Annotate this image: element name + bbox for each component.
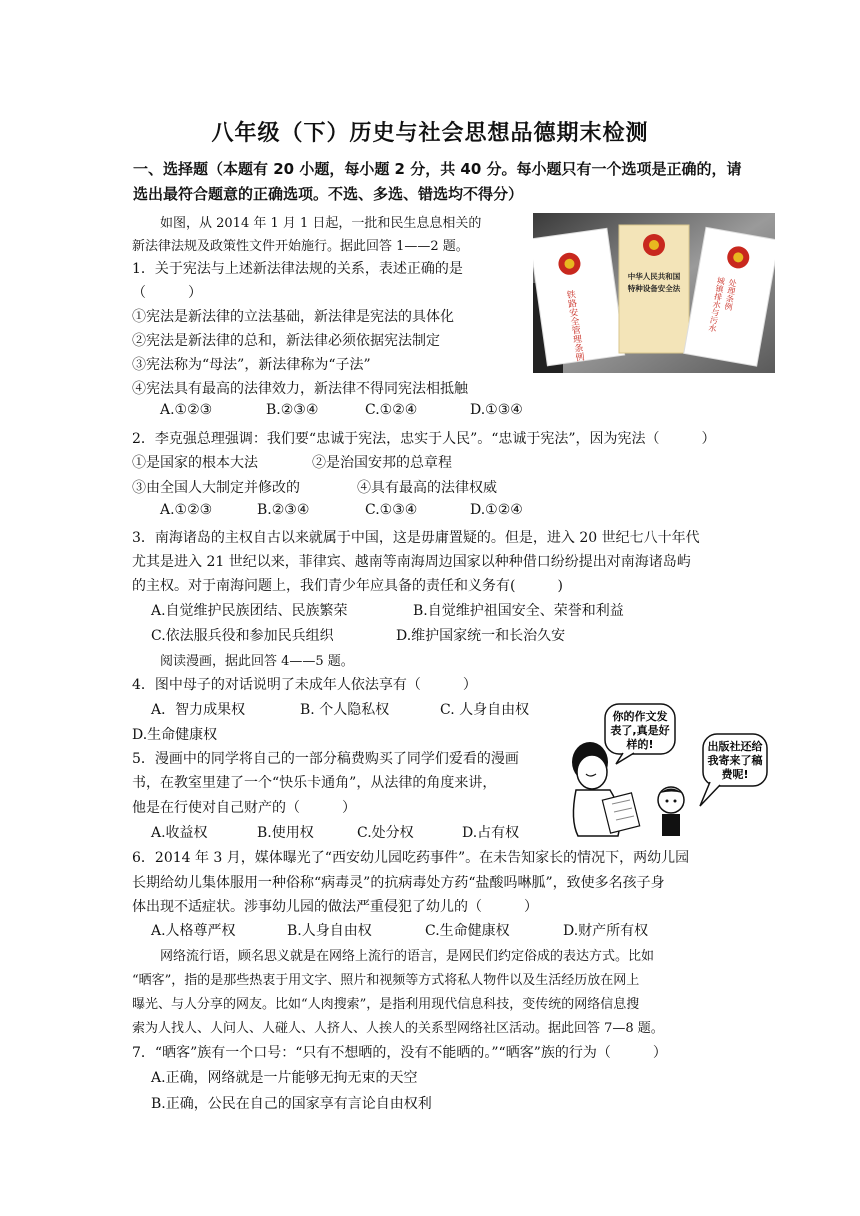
bubble2-line1: 出版社还给: [707, 740, 763, 753]
q6-option-a: A.人格尊严权: [151, 923, 236, 939]
intro3-line1: 网络流行语，顾名思义就是在网络上流行的语言，是网民们约定俗成的表达方式。比如: [160, 949, 655, 964]
q6-line1: 6．2014 年 3 月，媒体曝光了“西安幼儿园吃药事件”。在未告知家长的情况下，两幼儿园: [132, 850, 690, 866]
q5-option-c: C.处分权: [357, 825, 414, 841]
q3-option-c: C.依法服兵役和参加民兵组织: [151, 628, 334, 644]
intro1-line1: 如图，从 2014 年 1 月 1 日起，一批和民生息息相关的: [160, 216, 482, 231]
bubble2-line2: 我寄来了稿: [707, 754, 763, 767]
q6-option-c: C.生命健康权: [425, 923, 510, 939]
section-heading-line2: 选出最符合题意的正确选项。不选、多选、错选均不得分）: [133, 185, 524, 203]
q2-option-c: C.①③④: [365, 502, 418, 518]
q1-option-c: C.①②④: [365, 402, 418, 418]
q4-stem: 4．图中母子的对话说明了未成年人依法享有（ ）: [132, 677, 477, 693]
q3-option-b: B.自觉维护祖国安全、荣誉和利益: [413, 603, 624, 619]
q1-option-b: B.②③④: [266, 402, 319, 418]
q5-option-d: D.占有权: [462, 825, 520, 841]
mother-son-cartoon: [568, 700, 783, 838]
intro3-line3: 曝光、与人分享的网友。比如“人肉搜索”，是指利用现代信息科技，变传统的网络信息搜: [132, 997, 640, 1012]
bubble1-line3: 样的!: [626, 738, 654, 751]
intro2: 阅读漫画，据此回答 4——5 题。: [160, 654, 354, 669]
q4-option-b: B. 个人隐私权: [300, 702, 390, 718]
q7-option-a: A.正确，网络就是一片能够无拘无束的天空: [151, 1070, 418, 1086]
section-heading-line1: 一、选择题（本题有 20 小题，每小题 2 分，共 40 分。每小题只有一个选项是正确的，请: [133, 160, 742, 178]
book2-title-line1: 中华人民共和国: [627, 272, 681, 281]
q6-line2: 长期给幼儿集体服用一种俗称“病毒灵”的抗病毒处方药“盐酸吗啉胍”，致使多名孩子身: [132, 875, 665, 891]
q2-option-a: A.①②③: [160, 502, 213, 518]
intro3-line4: 索为人找人、人问人、人碰人、人挤人、人挨人的关系型网络社区活动。据此回答 7—8 题。: [132, 1021, 664, 1036]
q1-statement-1: ①宪法是新法律的立法基础，新法律是宪法的具体化: [132, 309, 454, 325]
q3-line3: 的主权。对于南海问题上，我们青少年应具备的责任和义务有( ): [132, 578, 563, 594]
q5-line1: 5．漫画中的同学将自己的一部分稿费购买了同学们爱看的漫画: [132, 751, 519, 767]
q2-option-b: B.②③④: [257, 502, 310, 518]
q2-statement-3: ③由全国人大制定并修改的: [132, 480, 300, 496]
bubble2-line3: 费呢!: [721, 768, 749, 781]
q5-line2: 书，在教室里建了一个“快乐卡通角”，从法律的角度来讲，: [132, 775, 497, 791]
q1-option-d: D.①③④: [470, 402, 523, 418]
q4-option-d: D.生命健康权: [132, 727, 218, 743]
q2-statement-1: ①是国家的根本大法: [132, 455, 258, 471]
q5-option-a: A.收益权: [151, 825, 208, 841]
q1-statement-3: ③宪法称为“母法”，新法律称为“子法”: [132, 357, 371, 373]
q2-stem: 2．李克强总理强调：我们要“忠诚于宪法，忠实于人民”。“忠诚于宪法”，因为宪法（ ）: [132, 431, 716, 447]
q2-statement-4: ④具有最高的法律权威: [357, 480, 497, 496]
q3-line1: 3．南海诸岛的主权自古以来就属于中国，这是毋庸置疑的。但是，进入 20 世纪七八十年代: [132, 530, 700, 546]
q3-option-a: A.自觉维护民族团结、民族繁荣: [151, 603, 348, 619]
page-title: 八年级（下）历史与社会思想品德期末检测: [211, 121, 649, 146]
q1-statement-4: ④宪法具有最高的法律效力，新法律不得同宪法相抵触: [132, 381, 468, 397]
q6-option-d: D.财产所有权: [563, 923, 649, 939]
q3-option-d: D.维护国家统一和长治久安: [396, 628, 566, 644]
q6-option-b: B.人身自由权: [287, 923, 372, 939]
book3-title-line2: 处理条例: [723, 278, 738, 312]
law-books-photo: [533, 213, 775, 373]
q1-stem: 1．关于宪法与上述新法律法规的关系，表述正确的是: [132, 261, 463, 277]
q7-option-b: B.正确，公民在自己的国家享有言论自由权利: [151, 1096, 432, 1112]
book1-title: 铁路安全管理条例: [564, 289, 585, 363]
q1-option-a: A.①②③: [160, 402, 213, 418]
q1-paren: （ ）: [132, 285, 202, 301]
q6-line3: 体出现不适症状。涉事幼儿园的做法严重侵犯了幼儿的（ ）: [132, 899, 538, 915]
q1-statement-2: ②宪法是新法律的总和，新法律必须依据宪法制定: [132, 333, 440, 349]
intro3-line2: “晒客”，指的是那些热衷于用文字、照片和视频等方式将私人物件以及生活经历放在网上: [132, 973, 640, 988]
bubble1-line2: 表了,真是好: [610, 724, 670, 737]
intro1-line2: 新法律法规及政策性文件开始施行。据此回答 1——2 题。: [132, 239, 469, 254]
bubble1-line1: 你的作文发: [612, 710, 668, 723]
book3-title-line1: 城镇排水与污水: [707, 276, 727, 333]
q5-line3: 他是在行使对自己财产的（ ）: [132, 800, 356, 816]
q3-line2: 尤其是进入 21 世纪以来，菲律宾、越南等南海周边国家以种种借口纷纷提出对南海诸岛屿: [132, 554, 691, 570]
q5-option-b: B.使用权: [257, 825, 314, 841]
q7-stem: 7．“晒客”族有一个口号：“只有不想晒的，没有不能晒的。”“晒客”族的行为（ ）: [132, 1045, 667, 1061]
book2-title-line2: 特种设备安全法: [627, 284, 681, 293]
q4-option-c: C. 人身自由权: [440, 702, 530, 718]
q2-statement-2: ②是治国安邦的总章程: [312, 455, 452, 471]
q2-option-d: D.①②④: [470, 502, 523, 518]
q4-option-a: A．智力成果权: [151, 702, 246, 718]
